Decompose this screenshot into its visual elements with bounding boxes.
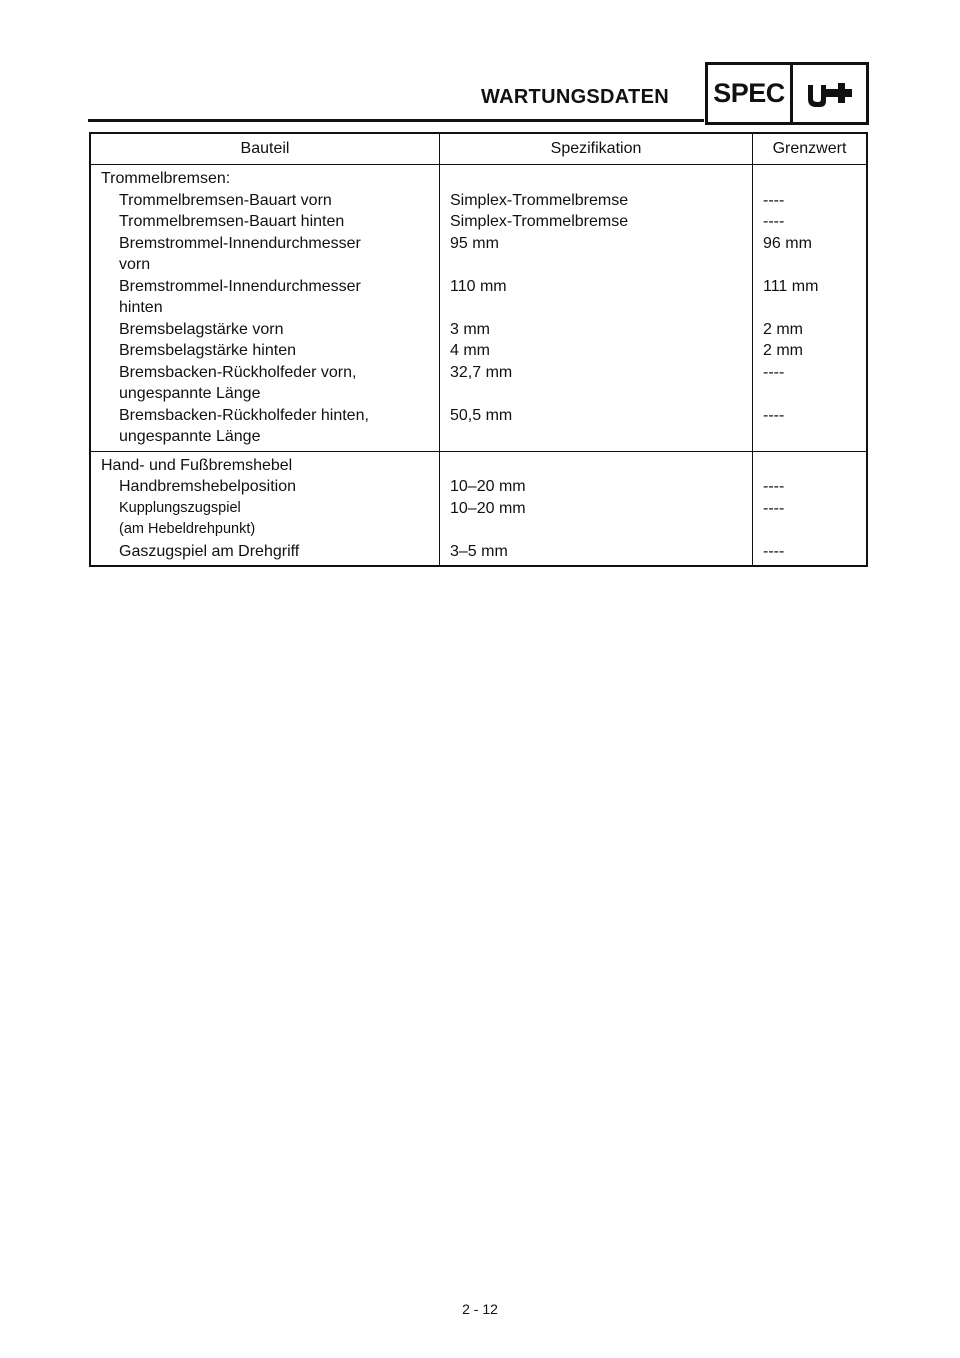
group-heading-row bbox=[90, 165, 867, 190]
table-row bbox=[90, 541, 867, 567]
item-line: (am Hebeldrehpunkt) bbox=[119, 521, 256, 537]
table-header-row bbox=[90, 133, 867, 165]
page-title: WARTUNGSDATEN bbox=[481, 86, 669, 108]
spec-cell: 50,5 mm bbox=[440, 405, 753, 452]
spec-cell: 3–5 mm bbox=[440, 541, 753, 567]
section-badge-label: SPEC bbox=[708, 65, 793, 122]
table-row bbox=[90, 211, 867, 233]
item-line: vorn bbox=[119, 256, 151, 273]
spec-cell: 10–20 mm bbox=[440, 498, 753, 541]
group-heading-row bbox=[90, 451, 867, 476]
limit-cell: 111 mm bbox=[763, 277, 819, 295]
limit-cell: 2 mm bbox=[763, 320, 803, 338]
item-line: Bremstrommel-Innendurchmesser bbox=[119, 234, 361, 252]
spec-cell: 32,7 mm bbox=[440, 362, 753, 405]
group-heading: Trommelbremsen: bbox=[90, 165, 440, 190]
limit-cell: 2 mm bbox=[763, 342, 803, 359]
limit-cell: ---- bbox=[763, 363, 785, 381]
spec-cell: 4 mm bbox=[440, 340, 753, 362]
group-heading: Hand- und Fußbremshebel bbox=[90, 451, 440, 476]
item-cell bbox=[90, 362, 440, 405]
column-header-limit: Grenzwert bbox=[753, 133, 868, 165]
limit-cell: ---- bbox=[763, 191, 785, 209]
limit-cell: ---- bbox=[763, 499, 785, 517]
item-line: Bremstrommel-Innendurchmesser bbox=[119, 277, 361, 295]
wrench-icon bbox=[793, 65, 866, 122]
table-row bbox=[90, 276, 867, 319]
table-row bbox=[90, 340, 867, 362]
item-line: ungespannte Länge bbox=[119, 385, 261, 402]
limit-cell: ---- bbox=[763, 406, 785, 424]
item-cell bbox=[90, 276, 440, 319]
specification-table bbox=[89, 132, 868, 567]
limit-cell: ---- bbox=[763, 213, 785, 230]
spec-cell: 10–20 mm bbox=[440, 476, 753, 498]
section-badge bbox=[705, 62, 869, 125]
limit-cell: 96 mm bbox=[763, 234, 812, 252]
column-header-specification: Spezifikation bbox=[440, 133, 753, 165]
table-row bbox=[90, 319, 867, 341]
item-cell: Trommelbremsen-Bauart hinten bbox=[90, 211, 440, 233]
item-line: Bremsbacken-Rückholfeder hinten, bbox=[119, 406, 369, 424]
table-row bbox=[90, 476, 867, 498]
item-cell: Trommelbremsen-Bauart vorn bbox=[90, 190, 440, 212]
item-cell: Gaszugspiel am Drehgriff bbox=[90, 541, 440, 567]
spec-cell: 3 mm bbox=[440, 319, 753, 341]
table-row bbox=[90, 362, 867, 405]
spec-cell: 110 mm bbox=[440, 276, 753, 319]
spec-cell: Simplex-Trommelbremse bbox=[440, 190, 753, 212]
limit-cell: ---- bbox=[763, 478, 785, 495]
limit-cell: ---- bbox=[763, 542, 785, 560]
table-row bbox=[90, 405, 867, 452]
spec-cell: 95 mm bbox=[440, 233, 753, 276]
item-cell: Handbremshebelposition bbox=[90, 476, 440, 498]
column-header-component: Bauteil bbox=[90, 133, 440, 165]
table-row bbox=[90, 233, 867, 276]
item-cell bbox=[90, 233, 440, 276]
item-line: hinten bbox=[119, 299, 163, 316]
item-cell bbox=[90, 405, 440, 452]
item-line: ungespannte Länge bbox=[119, 428, 261, 445]
item-line: Bremsbacken-Rückholfeder vorn, bbox=[119, 363, 357, 381]
page-number: 2 - 12 bbox=[462, 1301, 498, 1317]
item-cell bbox=[90, 498, 440, 541]
table-row bbox=[90, 190, 867, 212]
header-rule bbox=[88, 119, 704, 122]
item-line: Kupplungszugspiel bbox=[119, 499, 241, 516]
spec-cell: Simplex-Trommelbremse bbox=[440, 211, 753, 233]
table-row bbox=[90, 498, 867, 541]
item-cell: Bremsbelagstärke vorn bbox=[90, 319, 440, 341]
item-cell: Bremsbelagstärke hinten bbox=[90, 340, 440, 362]
